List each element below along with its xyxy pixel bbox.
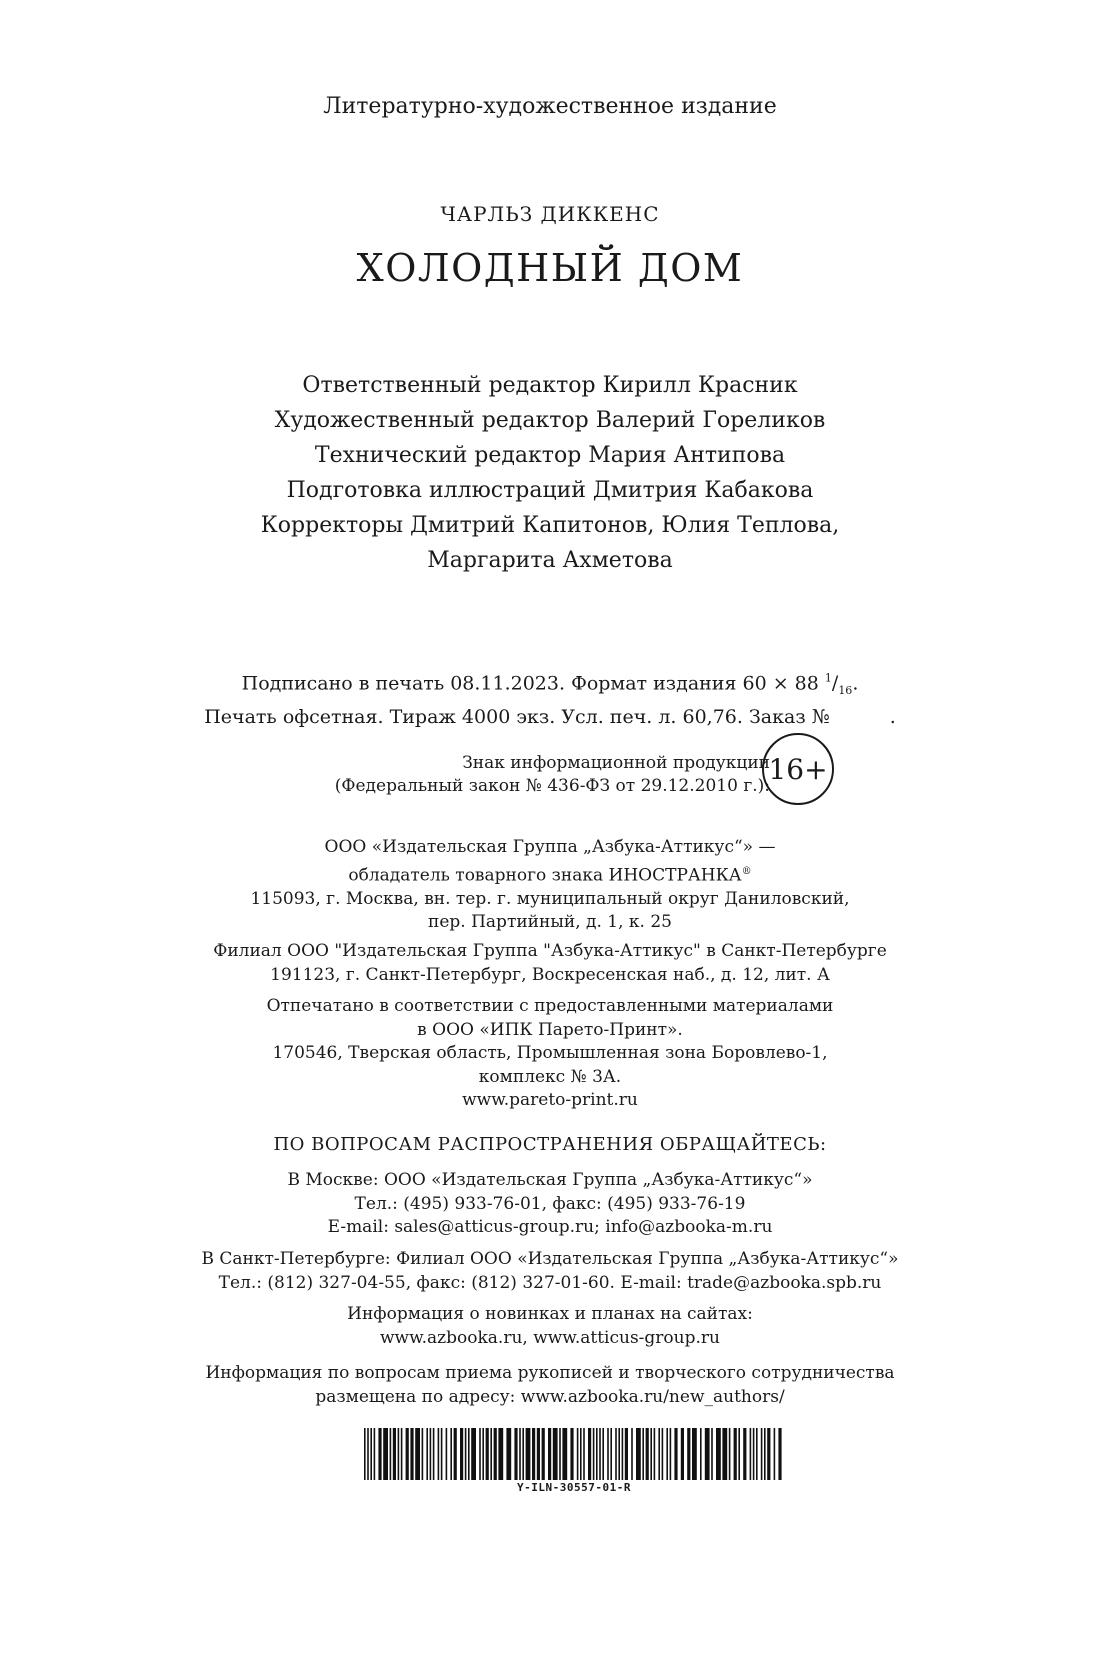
barcode-bar [636,1428,641,1480]
branch-name: Филиал ООО "Издательская Группа "Азбука-Аттикус" в Санкт-Петербурге [213,941,887,961]
barcode-bar [537,1428,540,1480]
edition-type: Литературно-художественное издание [323,94,777,119]
barcode-bar [774,1428,776,1480]
barcode-bar [700,1428,702,1480]
barcode-bar [631,1428,633,1480]
age-rating-law-line: (Федеральный закон № 436-ФЗ от 29.12.2010 г.): [334,776,770,796]
credits-block [0,368,1100,578]
branch-address: 191123, г. Санкт-Петербург, Воскресенская наб., д. 12, лит. А [270,964,830,985]
info-line: размещена по адресу: www.azbooka.ru/new_authors/ [315,1386,785,1407]
print-info-line-2: Печать офсетная. Тираж 4000 экз. Усл. печ. л. 60,76. Заказ № . [204,706,896,729]
barcode-bar [490,1428,492,1480]
barcode-bar [465,1428,467,1480]
barcode-bar [383,1428,388,1480]
barcode-bar [471,1428,476,1480]
barcode-bar [761,1428,763,1480]
barcode-bar [370,1428,372,1480]
age-rating-badge: 16+ [762,733,834,805]
barcode-bar [468,1428,470,1480]
barcode-bar [610,1428,612,1480]
fraction-denominator: 16 [838,684,853,698]
barcode-bar [422,1428,424,1480]
barcode-bar [583,1428,585,1480]
info-line: Информация о новинках и планах на сайтах: [347,1304,753,1324]
barcode-bar [750,1428,752,1480]
publisher-name: ООО «Издательская Группа „Азбука-Аттикус“» — [324,837,776,857]
contact-line: Тел.: (812) 327-04-55, факс: (812) 327-01-60. E-mail: trade@azbooka.spb.ru [218,1272,882,1293]
credit-line: Ответственный редактор Кирилл Красник [302,373,798,398]
barcode-bar [364,1428,366,1480]
credit-line: Маргарита Ахметова [427,548,673,573]
credit-line: Подготовка иллюстраций Дмитрия Кабакова [286,478,814,503]
barcode-bar [738,1428,740,1480]
book-title: ХОЛОДНЫЙ ДОМ [356,246,744,290]
barcode-bar [764,1428,766,1480]
barcode-bar [729,1428,731,1480]
barcode-bar [367,1428,369,1480]
barcode-bar [446,1428,448,1480]
barcode-bar [674,1428,677,1480]
info-line: Информация по вопросам приема рукописей и творческого сотрудничества [205,1363,895,1383]
barcode-bar [522,1428,524,1480]
barcode-bar [599,1428,601,1480]
publisher-block [0,836,1100,935]
barcode-bar [393,1428,396,1480]
barcode-bar [753,1428,755,1480]
barcode-bar [374,1428,376,1480]
barcode-bar [441,1428,443,1480]
barcode-bar [390,1428,392,1480]
printer-line: 170546, Тверская область, Промышленная зона Боровлево-1, [272,1043,828,1063]
barcode-bar [666,1428,668,1480]
barcode-bar [687,1428,690,1480]
barcode-bar [577,1428,579,1480]
printer-website: www.pareto-print.ru [462,1090,638,1110]
publisher-address-2: пер. Партийный, д. 1, к. 25 [428,912,672,933]
barcode-bar [454,1428,457,1480]
barcode-bar [482,1428,484,1480]
barcode-bar [570,1428,573,1480]
barcode-bar [778,1428,781,1480]
barcode-bar [596,1428,598,1480]
printer-block [0,995,1100,1113]
barcode-bar [711,1428,713,1480]
barcode-bar [716,1428,721,1480]
barcode-bar [438,1428,440,1480]
barcode-bar [532,1428,535,1480]
print-info [0,665,1100,731]
credit-line: Технический редактор Мария Антипова [314,443,786,468]
barcode-bar [662,1428,664,1480]
manuscripts-info [0,1362,1100,1409]
barcode-bar [705,1428,710,1480]
printer-line: в ООО «ИПК Парето-Принт». [417,1019,683,1040]
print-format-text: Подписано в печать 08.11.2023. Формат издания 60 × 88 [241,672,825,695]
barcode-bar [415,1428,420,1480]
barcode-bar [743,1428,746,1480]
age-rating-label-line: Знак информационной продукции [462,753,770,773]
branch-block [0,940,1100,987]
barcode-bar [722,1428,727,1480]
barcode-bar [479,1428,481,1480]
credit-line: Корректоры Дмитрий Капитонов, Юлия Теплова, [260,513,840,538]
barcode-bar [692,1428,697,1480]
barcode-bar [460,1428,463,1480]
registered-mark: ® [741,865,752,877]
barcode-bar [602,1428,604,1480]
print-info-line-1: Подписано в печать 08.11.2023. Формат издания 60 × 88 $^1/_{16}$. [241,672,859,698]
info-line: www.azbooka.ru, www.atticus-group.ru [380,1327,720,1348]
barcode-bar [756,1428,758,1480]
barcode-bar [588,1428,591,1480]
barcode-bar [548,1428,551,1480]
barcode-bar [494,1428,497,1480]
trademark-text: обладатель товарного знака ИНОСТРАНКА [348,865,742,886]
barcode-bar [650,1428,652,1480]
contact-line: Тел.: (495) 933-76-01, факс: (495) 933-76-19 [354,1193,746,1214]
format-fraction: $^1/_{16}$ [824,672,853,698]
barcode-bar [430,1428,432,1480]
barcode-bar [646,1428,649,1480]
barcode-code: Y-ILN-30557-01-R [517,1481,631,1494]
barcode-bar [526,1428,531,1480]
barcode-bar [398,1428,400,1480]
fraction-numerator: 1 [824,672,832,685]
age-rating-label [250,752,770,798]
news-info [0,1303,1100,1350]
barcode-bar [562,1428,567,1480]
publisher-address: 115093, г. Москва, вн. тер. г. муниципальный округ Даниловский, [250,888,850,909]
barcode [364,1428,784,1480]
trademark-line [0,860,1100,888]
barcode-bar [625,1428,628,1480]
barcode-bar [580,1428,582,1480]
barcode-bar [670,1428,672,1480]
barcode-bar [559,1428,561,1480]
distribution-heading: ПО ВОПРОСАМ РАСПРОСТРАНЕНИЯ ОБРАЩАЙТЕСЬ: [273,1134,827,1155]
barcode-bar [514,1428,517,1480]
barcode-bar [553,1428,558,1480]
barcode-bar [734,1428,737,1480]
barcode-bar [542,1428,545,1480]
barcode-bar [519,1428,521,1480]
barcode-bar [450,1428,452,1480]
book-author: ЧАРЛЬЗ ДИККЕНС [440,202,660,226]
contact-line: В Москве: ООО «Издательская Группа „Азбука-Аттикус“» [287,1170,813,1190]
contact-line: В Санкт-Петербурге: Филиал ООО «Издательская Группа „Азбука-Аттикус“» [201,1249,899,1269]
printer-line: Отпечатано в соответствии с предоставленными материалами [266,996,834,1016]
printer-line: комплекс № 3А. [478,1066,622,1087]
barcode-bar [426,1428,428,1480]
barcode-bar [618,1428,620,1480]
contact-line: E-mail: sales@atticus-group.ru; info@azbooka-m.ru [327,1217,773,1237]
barcode-bar [767,1428,770,1480]
barcode-bar [378,1428,381,1480]
moscow-contacts [0,1169,1100,1240]
barcode-bar [593,1428,595,1480]
barcode-bar [486,1428,489,1480]
barcode-bar [498,1428,503,1480]
print-run-text: Печать офсетная. Тираж 4000 экз. Усл. печ. л. 60,76. Заказ № [204,706,830,729]
barcode-bar [433,1428,435,1480]
barcode-bar [642,1428,644,1480]
spb-contacts [0,1248,1100,1295]
barcode-bar [401,1428,403,1480]
barcode-bar [654,1428,656,1480]
barcode-bar [607,1428,609,1480]
barcode-bar [410,1428,413,1480]
barcode-bar [615,1428,617,1480]
credit-line: Художественный редактор Валерий Гореликов [274,408,826,433]
barcode-bar [406,1428,409,1480]
barcode-bar [506,1428,511,1480]
barcode-bar [658,1428,660,1480]
barcode-bar [622,1428,624,1480]
barcode-bar [681,1428,684,1480]
